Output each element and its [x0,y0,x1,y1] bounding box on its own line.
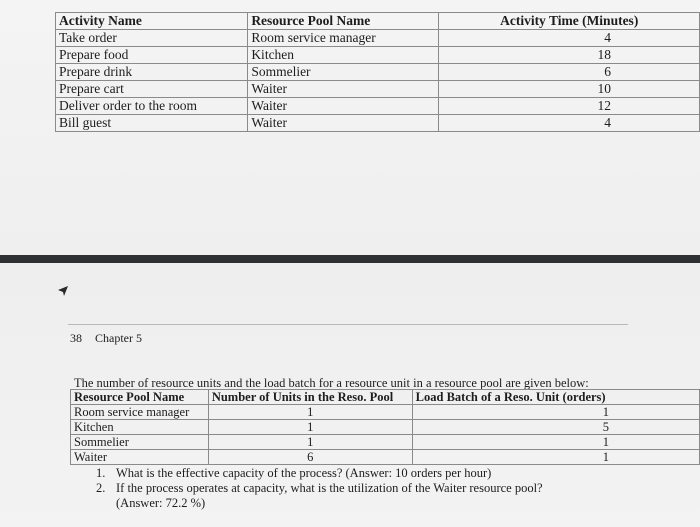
question-number: 2. [96,481,106,495]
mouse-cursor-icon [56,284,70,298]
question-list [96,466,543,511]
table-header-row [71,390,700,405]
page-header [70,331,142,346]
cell-pool: Kitchen [248,47,439,64]
chapter-title: Chapter 5 [95,331,142,345]
header-activity-time: Activity Time (Minutes) [439,13,700,30]
page-divider [0,255,700,263]
header-resource-pool: Resource Pool Name [71,390,209,405]
cell-activity: Prepare cart [56,81,248,98]
table-row [71,405,700,420]
cell-batch: 1 [412,435,699,450]
cell-batch: 1 [412,405,699,420]
cell-batch: 5 [412,420,699,435]
table-row [56,47,700,64]
table-row [71,435,700,450]
table-row [56,64,700,81]
table-row [56,81,700,98]
page-number: 38 [70,331,82,345]
cell-units: 1 [208,420,412,435]
cell-pool: Waiter [248,115,439,132]
table-header-row [56,13,700,30]
cell-pool: Sommelier [71,435,209,450]
cell-activity: Bill guest [56,115,248,132]
cell-time: 10 [439,81,700,98]
cell-pool: Waiter [71,450,209,465]
cell-units: 1 [208,435,412,450]
cell-units: 1 [208,405,412,420]
cell-pool: Sommelier [248,64,439,81]
question-item [96,466,543,481]
cell-batch: 1 [412,450,699,465]
cell-time: 18 [439,47,700,64]
cell-activity: Prepare drink [56,64,248,81]
header-resource-pool-name: Resource Pool Name [248,13,439,30]
header-units: Number of Units in the Reso. Pool [208,390,412,405]
table-row [56,98,700,115]
resource-table [70,389,700,465]
table-row [71,420,700,435]
activity-table [55,12,700,132]
cell-pool: Room service manager [248,30,439,47]
question-answer: (Answer: 72.2 %) [116,496,206,510]
cell-activity: Prepare food [56,47,248,64]
cell-time: 12 [439,98,700,115]
cell-pool: Kitchen [71,420,209,435]
cell-time: 4 [439,30,700,47]
cell-pool: Waiter [248,81,439,98]
header-load-batch: Load Batch of a Reso. Unit (orders) [412,390,699,405]
header-activity-name: Activity Name [56,13,248,30]
question-number: 1. [96,466,106,480]
page-header-rule [68,324,628,325]
intro-text: The number of resource units and the load batch for a resource unit in a resource pool are given below: [74,376,589,390]
cell-units: 6 [208,450,412,465]
question-item [96,481,543,496]
table-row [56,115,700,132]
question-text: If the process operates at capacity, what is the utilization of the Waiter resource pool? [116,481,543,495]
cell-time: 6 [439,64,700,81]
cell-activity: Deliver order to the room [56,98,248,115]
cell-activity: Take order [56,30,248,47]
cell-pool: Room service manager [71,405,209,420]
table-row [56,30,700,47]
question-text: What is the effective capacity of the process? (Answer: 10 orders per hour) [116,466,492,480]
cell-time: 4 [439,115,700,132]
cell-pool: Waiter [248,98,439,115]
table-row [71,450,700,465]
